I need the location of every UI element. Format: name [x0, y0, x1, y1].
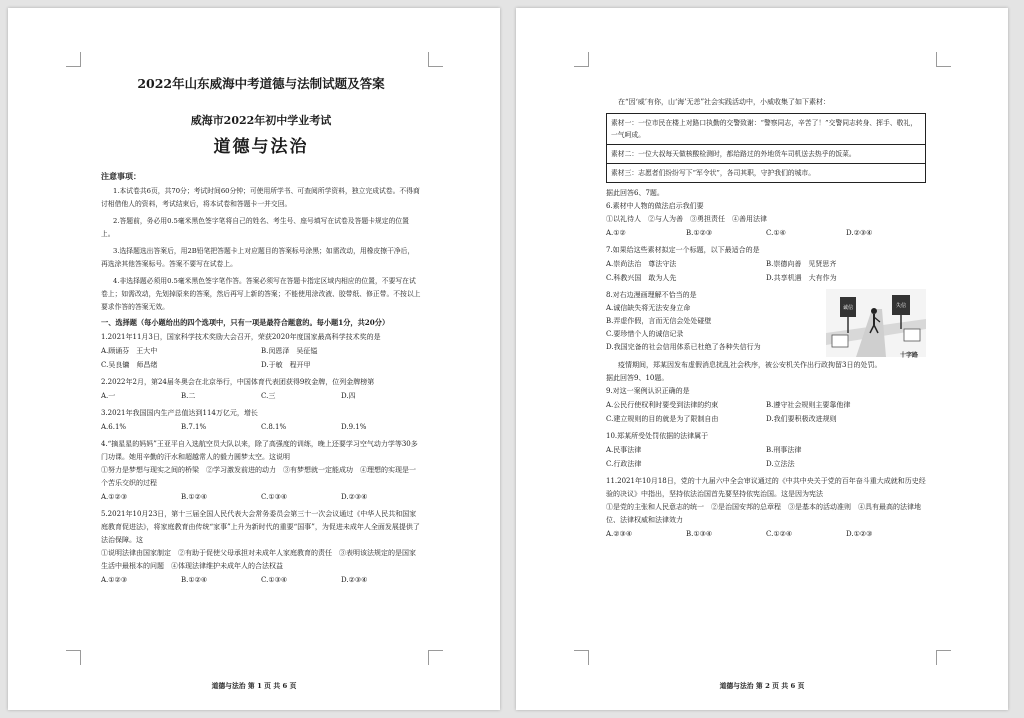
crop-mark-bottom-right — [936, 650, 951, 665]
crop-mark-top-right — [936, 52, 951, 67]
notice-item: 1.本试卷共6页，共70分；考试时间60分钟；可使用所学书、可查阅所学资料，独立完成试卷。不得商讨相借他人的资料，考试结束后，将本试卷和答题卡一并交回。 — [101, 187, 420, 208]
document-title: 2022年山东威海中考道德与法制试题及答案 — [137, 76, 385, 91]
question-item — [606, 385, 926, 426]
option-item: A.6.1% — [101, 423, 127, 431]
option-list — [606, 527, 926, 541]
option-item: A.①②③ — [101, 493, 128, 501]
option-item: B.弄虚作假，言而无信会处处碰壁 — [606, 317, 712, 325]
option-item: A.一 — [101, 392, 116, 400]
option-item: D.②③④ — [341, 493, 368, 501]
question-stem: 7.如果给这些素材拟定一个标题，以下最适合的是 — [606, 246, 760, 254]
option-list — [606, 443, 926, 471]
page-2-content — [606, 96, 926, 545]
cartoon-caption: 十字路 — [899, 352, 918, 359]
question-stem: 9.对这一案例认识正确的是 — [606, 387, 690, 395]
exam-title: 威海市2022年初中学业考试 — [190, 114, 332, 127]
option-item: B.二 — [181, 392, 196, 400]
material-table — [606, 113, 926, 183]
notice-item: 2.答题前，务必用0.5毫米黑色签字笔将自己的姓名、考生号、座号填写在试卷及答题卡规定的位置上。 — [101, 217, 409, 238]
option-item: A.②③④ — [606, 530, 633, 538]
material-row — [607, 114, 926, 145]
notice-heading: 注意事项： — [101, 171, 141, 181]
option-item: A.诚信缺失将无法安身立命 — [606, 304, 691, 312]
option-list — [101, 389, 421, 403]
option-item: D.①②③ — [846, 530, 873, 538]
question-item — [606, 475, 926, 541]
notice-list — [101, 185, 421, 314]
crop-mark-bottom-right — [428, 650, 443, 665]
exam-page-1 — [8, 8, 500, 710]
question-item — [606, 200, 926, 240]
option-item: A.①② — [606, 229, 626, 237]
page-footer: 道德与法治 第 2 页 共 6 页 — [719, 682, 805, 690]
question-item — [101, 376, 421, 403]
question-item — [101, 407, 421, 434]
material-intro: 在“因‘威’有你，山‘海’无恙”社会实践活动中，小威收集了如下素材： — [618, 98, 831, 106]
case-paragraph: 疫情期间，郑某因发布虚假消息扰乱社会秩序，被公安机关作出行政拘留3日的处罚。 — [618, 361, 882, 369]
option-item: C.①③④ — [261, 493, 288, 501]
option-item: B.闵恩泽 吴征镒 — [261, 347, 318, 355]
section-heading: 一、选择题（每小题给出的四个选项中，只有一项是最符合题意的。每小题1分，共20分） — [101, 318, 390, 327]
question-item — [606, 244, 926, 285]
question-statements: ①以礼待人 ②与人为善 ③勇担责任 ④善用法律 — [606, 215, 767, 223]
material-row — [607, 145, 926, 164]
question-stem: 4.“摘星星的妈妈”王亚平自入选航空员大队以来，除了高强度的训练，晚上还要学习空气动力学等30多门功课。她用辛勤的汗水和超越常人的毅力圆梦太空。这说明 ①努力是梦想与现实之间的桥梁 ②学习激发前进的动力 ③有梦想就一定能成功 ④理想的实现是一个苦乐交织的过程 — [101, 440, 418, 487]
question-8-stem: 8.对右边漫画理解不恰当的是 — [606, 291, 697, 299]
cartoon-sign-right: 失信 — [895, 303, 907, 309]
option-item: D.②③④ — [846, 229, 873, 237]
question-list-b — [606, 385, 926, 541]
crop-mark-top-left — [574, 52, 589, 67]
option-item: D.我国完备的社会信用体系已杜绝了各种失信行为 — [606, 343, 761, 351]
option-item: C.①②④ — [766, 530, 793, 538]
option-item: B.①②③ — [686, 229, 713, 237]
option-item: C.科教兴国 敢为人先 — [606, 274, 677, 282]
option-item: C.吴良镛 师昌绪 — [101, 361, 158, 369]
crop-mark-top-left — [66, 52, 81, 67]
question-stem: 11.2021年10月18日，党的十九届六中全会审议通过的《中共中央关于党的百年奋斗重大成就和历史经验的决议》中指出，坚持依法治国首先要坚持依宪治国。这是因为宪法 ①是党的主张和人民意志的统一 ②是治国安邦的总章程 ③是基本的活动准则 ④具有最高的法律地位、法律权威和法律效力 — [606, 477, 926, 524]
question-stem: 2.2022年2月，第24届冬奥会在北京举行，中国体育代表团获得9枚金牌，位列金牌榜第 — [101, 378, 375, 386]
option-item: D.四 — [341, 392, 356, 400]
option-item: D.我们要积极改进规则 — [766, 415, 837, 423]
option-item: C.行政法律 — [606, 460, 642, 468]
option-list — [101, 420, 421, 434]
option-item: A.顾诵芬 王大中 — [101, 347, 158, 355]
material-text: 素材二：一位大叔每天做核酸检测时，都给路过的外地货车司机送去热乎的饭菜。 — [607, 145, 926, 164]
option-item: D.立法法 — [766, 460, 795, 468]
crop-mark-top-right — [428, 52, 443, 67]
option-item: D.9.1% — [341, 423, 367, 431]
option-item: C.要珍惜个人的诚信记录 — [606, 330, 684, 338]
option-list — [606, 226, 926, 240]
option-item: B.遵守社会规则主要靠他律 — [766, 401, 851, 409]
option-item: B.刑事法律 — [766, 446, 802, 454]
option-item: C.①③④ — [261, 576, 288, 584]
option-item: D.共享机遇 大有作为 — [766, 274, 837, 282]
question-stem: 3.2021年我国国内生产总值达到114万亿元，增长 — [101, 409, 258, 417]
question-item — [101, 438, 421, 504]
crop-mark-bottom-left — [66, 650, 81, 665]
notice-item: 3.选择题选出答案后，用2B铅笔把答题卡上对应题目的答案标号涂黑；如需改动，用橡皮擦干净后，再选涂其他答案标号。答案不要写在试卷上。 — [101, 247, 415, 268]
option-list — [101, 344, 421, 372]
material-row — [607, 164, 926, 183]
question-item — [101, 331, 421, 372]
notice-item: 4.非选择题必须用0.5毫米黑色签字笔作答。答案必须写在答题卡指定区域内相应的位置，不要写在试卷上；如需改动，先划掉原来的答案，然后再写上新的答案；不能使用涂改液、胶带纸、修正带。不按以上要求作答的答案无效。 — [101, 277, 421, 311]
page-footer: 道德与法治 第 1 页 共 6 页 — [211, 682, 297, 690]
option-item: B.崇德向善 见贤思齐 — [766, 260, 837, 268]
read-note: 据此回答6、7题。 — [606, 189, 664, 197]
option-item: B.7.1% — [181, 423, 207, 431]
material-text: 素材一：一位市民在楼上对路口执勤的交警致谢：“警察同志，辛苦了！”交警同志转身、挥手、敬礼，一气呵成。 — [607, 114, 926, 145]
option-item: C.①④ — [766, 229, 786, 237]
question-item — [606, 430, 926, 471]
question-stem: 1.2021年11月3日，国家科学技术奖励大会召开，荣获2020年度国家最高科学技术奖的是 — [101, 333, 381, 341]
question-list — [101, 331, 421, 587]
question-stem: 10.郑某所受处罚依据的法律属于 — [606, 432, 709, 440]
page-1-content — [101, 74, 421, 591]
option-item: A.①②③ — [101, 576, 128, 584]
question-list-a — [606, 200, 926, 285]
option-item: A.民事法律 — [606, 446, 642, 454]
cartoon-image — [826, 289, 926, 357]
material-text: 素材三：志愿者们纷纷写下“军令状”，各司其职，守护我们的城市。 — [607, 164, 926, 183]
question-8 — [606, 289, 926, 359]
read-note-2: 据此回答9、10题。 — [606, 374, 669, 382]
option-item: B.①②④ — [181, 493, 208, 501]
exam-page-2 — [516, 8, 1008, 710]
option-list — [101, 573, 421, 587]
option-item: C.8.1% — [261, 423, 287, 431]
option-item: B.①③④ — [686, 530, 713, 538]
option-item: A.公民行使权利时要受到法律的约束 — [606, 401, 719, 409]
option-item: A.崇尚法治 尊法守法 — [606, 260, 677, 268]
crossroad-cartoon-icon — [826, 289, 926, 357]
option-item: D.②③④ — [341, 576, 368, 584]
option-list — [606, 398, 926, 426]
question-stem: 5.2021年10月23日，第十三届全国人民代表大会常务委员会第三十一次会议通过《中华人民共和国家庭教育促进法》，将家庭教育由传统“家事”上升为新时代的重要“国事”，为促进未成年人全面发展提供了法治保障。这 ①说明法律由国家制定 ②有助于促使父母承担对未成年人家庭教育的责任 ③表明该法规定的是国家生活中最根本的问题 ④体现法律维护未成年人的合法权益 — [101, 510, 420, 570]
question-stem: 6.素材中人物的做法启示我们要 — [606, 202, 704, 210]
option-list — [101, 490, 421, 504]
option-item: D.于敏 程开甲 — [261, 361, 311, 369]
option-item: C.建立规则的目的就是为了限制自由 — [606, 415, 719, 423]
cartoon-sign-left: 诚信 — [842, 305, 854, 311]
option-item: C.三 — [261, 392, 276, 400]
option-item: B.①②④ — [181, 576, 208, 584]
subject-title: 道德与法治 — [213, 137, 309, 157]
option-list — [606, 257, 926, 285]
question-item — [101, 508, 421, 587]
crop-mark-bottom-left — [574, 650, 589, 665]
